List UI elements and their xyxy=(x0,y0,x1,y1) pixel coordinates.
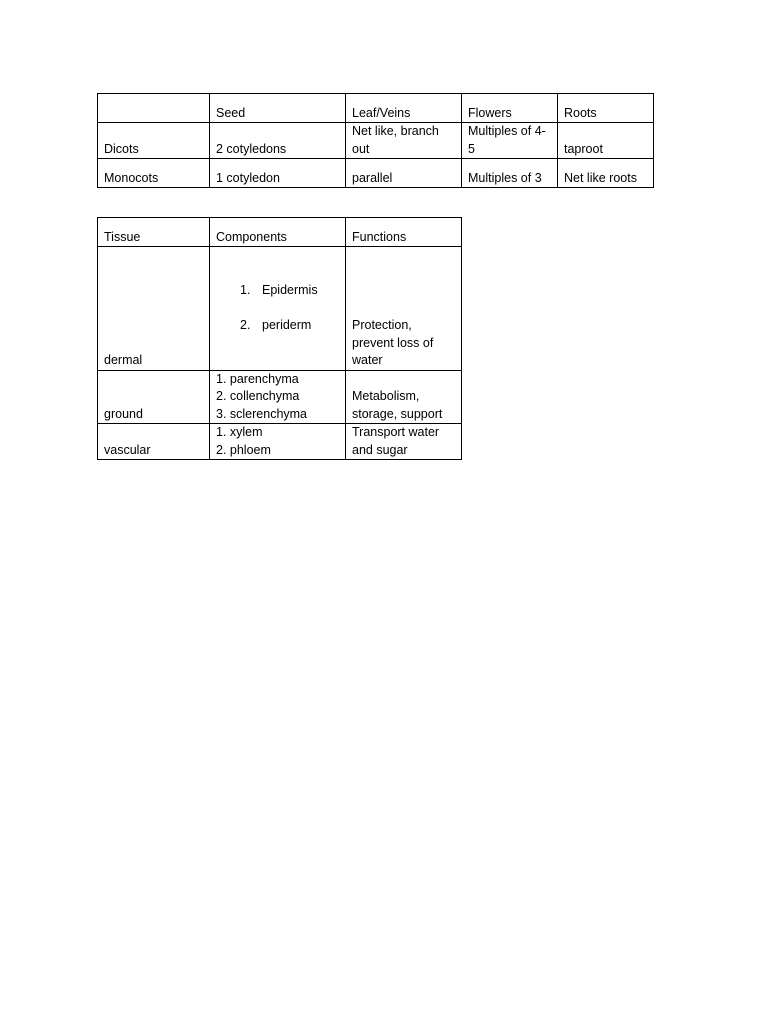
table-header-row xyxy=(98,218,462,247)
header-cell: Tissue xyxy=(98,218,210,247)
table-row xyxy=(98,370,462,424)
table-cell: taproot xyxy=(558,123,654,159)
list-item-label: periderm xyxy=(262,318,312,332)
table-row xyxy=(98,424,462,460)
table-row xyxy=(98,123,654,159)
functions-cell: Protection, prevent loss of water xyxy=(346,247,462,371)
components-cell xyxy=(210,247,346,371)
list-number: 1. xyxy=(240,283,251,297)
table-cell: Multiples of 3 xyxy=(462,159,558,188)
table-cell: Dicots xyxy=(98,123,210,159)
header-cell: Seed xyxy=(210,94,346,123)
table-cell: 1 cotyledon xyxy=(210,159,346,188)
table-cell: 2 cotyledons xyxy=(210,123,346,159)
header-cell: Roots xyxy=(558,94,654,123)
tissue-cell: dermal xyxy=(98,247,210,371)
header-cell: Flowers xyxy=(462,94,558,123)
table-cell: parallel xyxy=(346,159,462,188)
table-cell: Multiples of 4- 5 xyxy=(462,123,558,159)
tissue-table xyxy=(97,217,462,460)
table-cell: Monocots xyxy=(98,159,210,188)
table-row xyxy=(98,247,462,371)
table-header-row xyxy=(98,94,654,123)
table-cell: Net like, branch out xyxy=(346,123,462,159)
list-number: 2. xyxy=(240,318,251,332)
plant-comparison-table xyxy=(97,93,654,188)
table-cell: Net like roots xyxy=(558,159,654,188)
tissue-cell: vascular xyxy=(98,424,210,460)
components-cell: 1. xylem 2. phloem xyxy=(210,424,346,460)
table-row xyxy=(98,159,654,188)
functions-cell: Metabolism, storage, support xyxy=(346,370,462,424)
tissue-cell: ground xyxy=(98,370,210,424)
header-cell: Functions xyxy=(346,218,462,247)
list-item-label: Epidermis xyxy=(262,283,318,297)
header-cell xyxy=(98,94,210,123)
components-cell: 1. parenchyma 2. collenchyma 3. sclerenchyma xyxy=(210,370,346,424)
header-cell: Leaf/Veins xyxy=(346,94,462,123)
list-item xyxy=(240,282,339,300)
functions-cell: Transport water and sugar xyxy=(346,424,462,460)
components-list xyxy=(216,265,339,353)
header-cell: Components xyxy=(210,218,346,247)
list-item xyxy=(240,317,339,335)
